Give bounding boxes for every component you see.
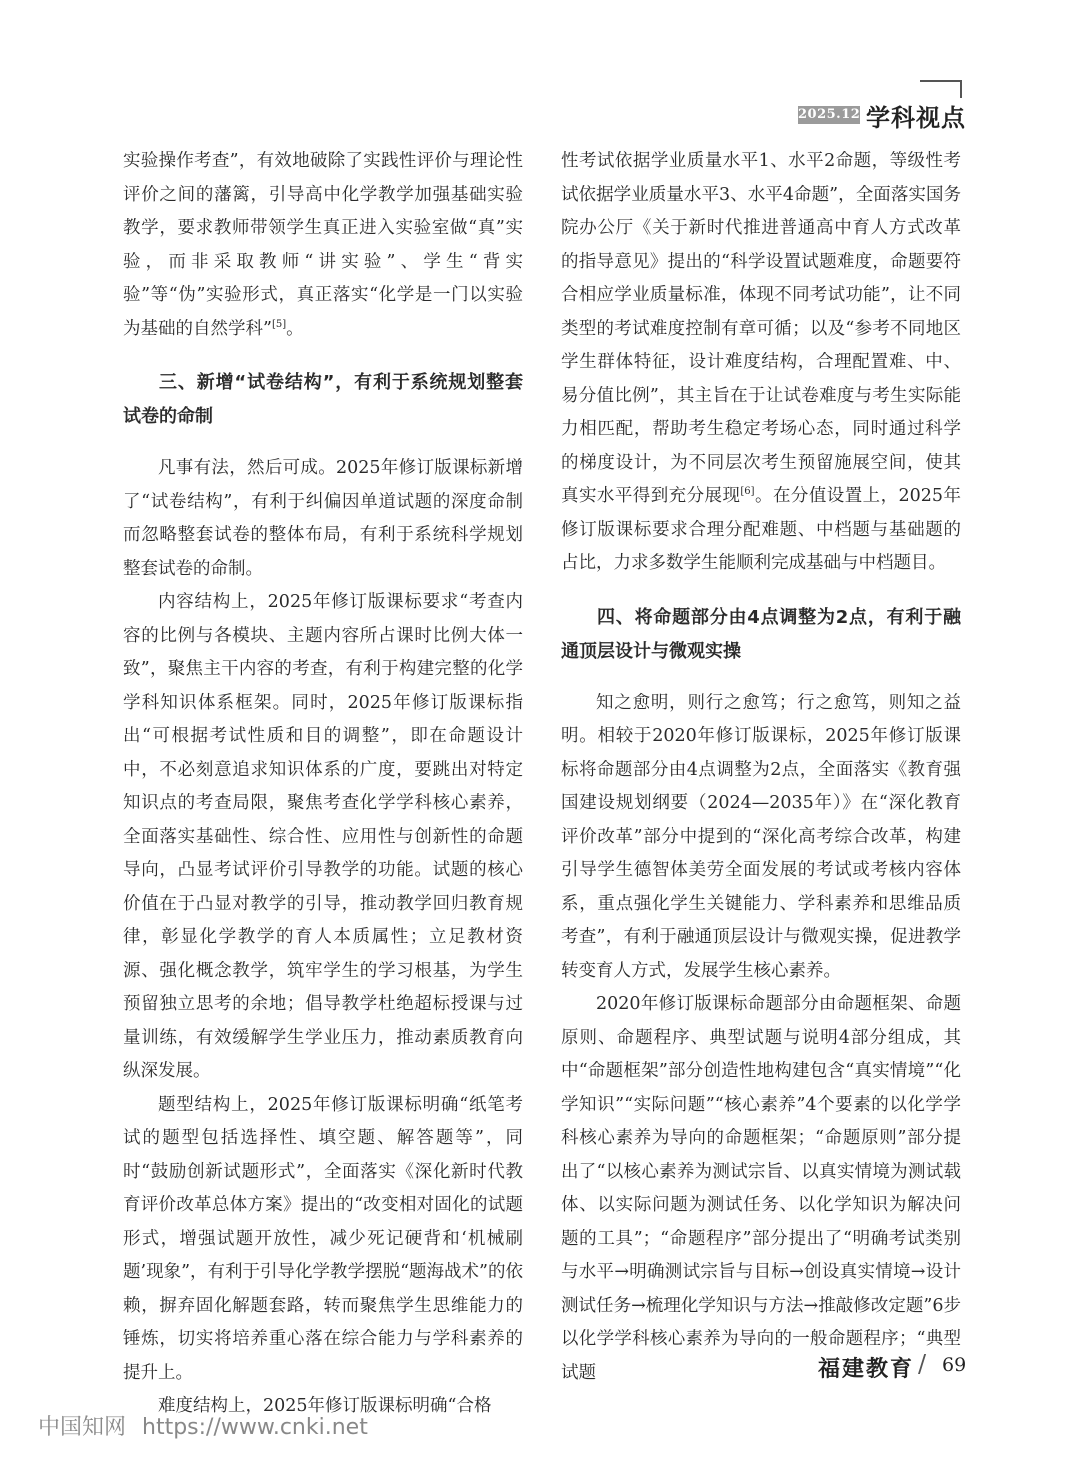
right-column — [561, 145, 961, 1390]
citation-ref: [6] — [740, 486, 755, 498]
paragraph: 知之愈明，则行之愈笃；行之愈笃，则知之益明。相较于2020年修订版课标，2025年修订版课标将命题部分由4点调整为2点，全面落实《教育强国建设规划纲要（2024—2035年）》在“深化教育评价改革”部分中提到的“深化高考综合改革，构建引导学生德智体美劳全面发展的考试或考核内容体系，重点强化学生关键能力、学科素养和思维品质考查”，有利于融通顶层设计与微观实操，促进教学转变育人方式，发展学生核心素养。 — [561, 692, 961, 981]
page-header — [0, 0, 1080, 130]
paragraph-text: 。在分值设置上，2025年修订版课标要求合理分配难题、中档题与基础题的占比，力求多数学生能顺利完成基础与中档题目。 — [561, 486, 961, 573]
section-heading-4: 四、将命题部分由4点调整为2点，有利于融通顶层设计与微观实操 — [561, 606, 961, 662]
paragraph: 题型结构上，2025年修订版课标明确“纸笔考试的题型包括选择性、填空题、解答题等”，同时“鼓励创新试题形式”，全面落实《深化新时代教育评价改革总体方案》提出的“改变相对固化的试题形式，增强试题开放性，减少死记硬背和‘机械刷题’现象”，有利于引导化学教学摆脱“题海战术”的依赖，摒弃固化解题套路，转而聚焦学生思维能力的锤炼，切实将培养重心落在综合能力与学科素养的提升上。 — [123, 1094, 523, 1383]
section-title: 学科视点 — [866, 98, 970, 133]
left-column — [123, 145, 523, 1424]
issue-date-badge: 2025.12 — [798, 107, 861, 122]
page-number: 69 — [942, 1354, 967, 1376]
citation-ref: [5] — [271, 318, 287, 330]
paragraph — [123, 145, 523, 346]
paragraph-text: 性考试依据学业质量水平1、水平2命题，等级性考试依据学业质量水平3、水平4命题”，全面落实国务院办公厅《关于新时代推进普通高中育人方式改革的指导意见》提出的“科学设置试题难度，命题要符合相应学业质量标准，体现不同考试功能”，让不同类型的考试难度控制有章可循；以及“参考不同地区学生群体特征，设计难度结构，合理配置难、中、易分值比例”，其主旨在于让试卷难度与考生实际能力相匹配，帮助考生稳定考场心态，同时通过科学的梯度设计，为不同层次考生预留施展空间，使其真实水平得到充分展现 — [561, 151, 961, 506]
section-heading-3: 三、新增“试卷结构”，有利于系统规划整套试卷的命制 — [123, 372, 523, 427]
paragraph-text: 。 — [286, 318, 304, 339]
footer-separator: / — [918, 1350, 927, 1378]
paragraph — [561, 145, 961, 581]
watermark-url[interactable]: https://www.cnki.net — [142, 1415, 368, 1440]
paragraph: 难度结构上，2025年修订版课标明确“合格 — [158, 1396, 492, 1416]
paragraph: 凡事有法，然后可成。2025年修订版课标新增了“试卷结构”，有利于纠偏因单道试题的深度命制而忽略整套试卷的整体布局，有利于系统科学规划整套试卷的命制。 — [123, 458, 523, 579]
paragraph-text: 实验操作考查”，有效地破除了实践性评价与理论性评价之间的藩篱，引导高中化学教学加强基础实验教学，要求教师带领学生真正进入实验室做“真”实验，而非采取教师“讲实验”、学生“背实验”等“伪”实验形式，真正落实“化学是一门以实验为基础的自然学科” — [123, 151, 523, 339]
watermark-site: 中国知网 — [38, 1415, 127, 1440]
watermark — [38, 1410, 368, 1441]
journal-name: 福建教育 — [818, 1356, 915, 1382]
paragraph: 内容结构上，2025年修订版课标要求“考查内容的比例与各模块、主题内容所占课时比例大体一致”，聚焦主干内容的考查，有利于构建完整的化学学科知识体系框架。同时，2025年修订版课标指出“可根据考试性质和目的调整”，即在命题设计中，不必刻意追求知识体系的广度，要跳出对特定知识点的考查局限，聚焦考查化学学科核心素养，全面落实基础性、综合性、应用性与创新性的命题导向，凸显考试评价引导教学的功能。试题的核心价值在于凸显对教学的引导，推动教学回归教育规律，彰显化学教学的育人本质属性；立足教材资源、强化概念教学，筑牢学生的学习根基，为学生预留独立思考的余地；倡导教学杜绝超标授课与过量训练，有效缓解学生学业压力，推动素质教育向纵深发展。 — [123, 592, 523, 1081]
paragraph: 2020年修订版课标命题部分由命题框架、命题原则、命题程序、典型试题与说明4部分组成，其中“命题框架”部分创造性地构建包含“真实情境”“化学知识”“实际问题”“核心素养”4个要素的以化学学科核心素养为导向的命题框架；“命题原则”部分提出了“以核心素养为测试宗旨、以真实情境为测试载体、以实际问题为测试任务、以化学知识为解决问题的工具”；“命题程序”部分提出了“明确考试类别与水平→明确测试宗旨与目标→创设真实情境→设计测试任务→梳理化学知识与方法→推敲修改定题”6步以化学学科核心素养为导向的一般命题程序；“典型试题 — [561, 994, 961, 1383]
